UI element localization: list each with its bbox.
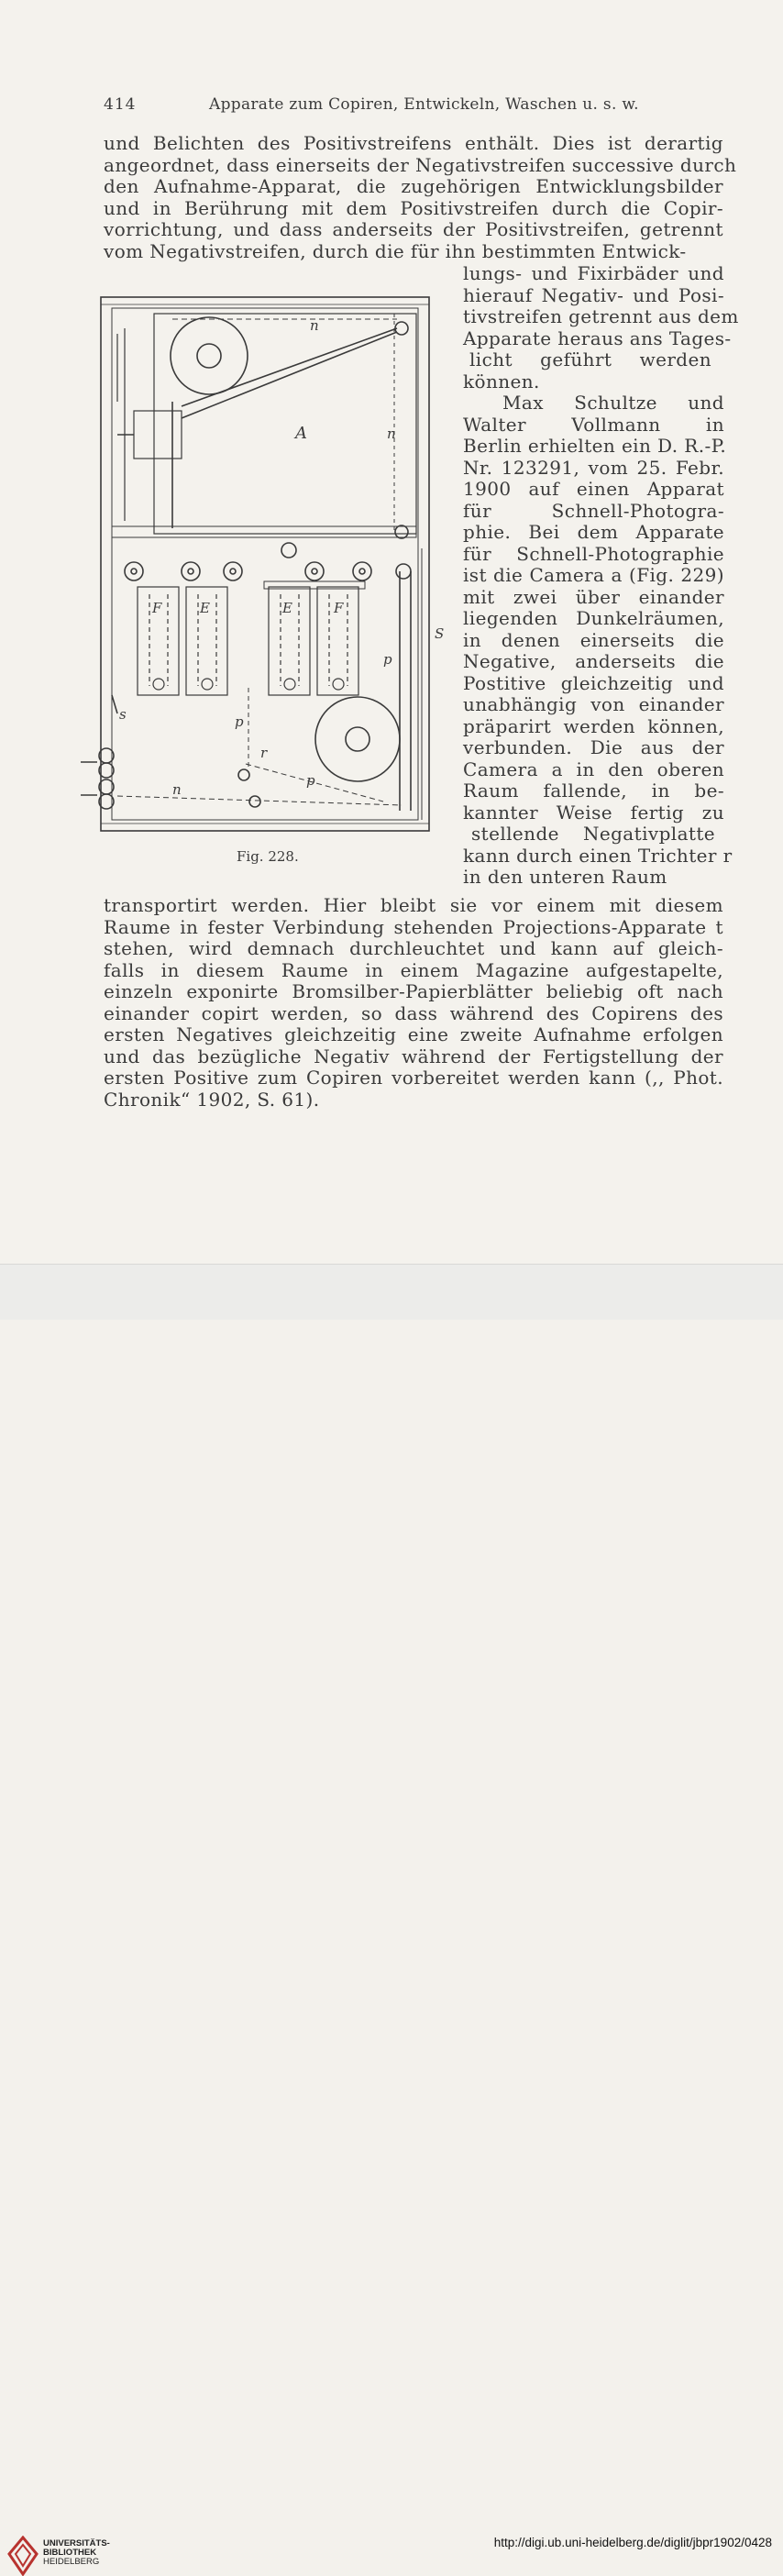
text-line: für Schnell-Photographie bbox=[463, 542, 724, 565]
text-line: Walter Vollmann in bbox=[463, 413, 724, 436]
text-line: können. bbox=[463, 370, 540, 392]
upper-chamber bbox=[154, 314, 416, 534]
page-number: 414 bbox=[104, 95, 137, 114]
label-n-right: n bbox=[387, 426, 396, 442]
library-logo-icon bbox=[7, 2536, 39, 2576]
chamber-separator bbox=[112, 526, 416, 537]
text-line: und das bezügliche Negativ während der Fertigstellung der bbox=[104, 1045, 723, 1067]
text-line: falls in diesem Raume in einem Magazine aufgestapelte, bbox=[104, 958, 723, 981]
library-name bbox=[43, 2539, 110, 2567]
text-line: stehen, wird demnach durchleuchtet und kann auf gleich- bbox=[104, 937, 723, 959]
text-line: und in Berührung mit dem Positivstreifen durch die Copir- bbox=[104, 196, 723, 219]
label-E-right: E bbox=[282, 600, 292, 616]
text-line: Nr. 123291, vom 25. Febr. bbox=[463, 456, 724, 479]
running-head: Apparate zum Copiren, Entwickeln, Waschen u. s. w. bbox=[209, 95, 639, 114]
supply-roll bbox=[171, 317, 248, 394]
text-line: angeordnet, dass einerseits der Negativstreifen successive durch bbox=[104, 153, 737, 176]
text-line: Apparate heraus ans Tages- bbox=[463, 326, 732, 349]
label-p-mid: p bbox=[235, 713, 244, 730]
text-line: einander copirt werden, so dass während des Copirens des bbox=[104, 1001, 723, 1024]
label-A: A bbox=[295, 424, 307, 443]
take-up-roll bbox=[315, 697, 400, 781]
text-line: Berlin erhielten ein D. R.-P. bbox=[463, 435, 727, 457]
text-line: Max Schultze und bbox=[502, 392, 724, 414]
bath-tanks bbox=[138, 587, 358, 695]
label-r: r bbox=[260, 745, 268, 761]
text-line: und Belichten des Positivstreifens enthält. Dies ist derartig bbox=[104, 132, 723, 154]
bath-rollers bbox=[125, 543, 411, 580]
text-line: verbunden. Die aus der bbox=[463, 736, 724, 758]
text-line: 1900 auf einen Apparat bbox=[463, 478, 724, 500]
text-line: in denen einerseits die bbox=[463, 628, 724, 651]
label-n-top: n bbox=[310, 317, 319, 334]
text-line: kann durch einen Trichter r bbox=[463, 844, 733, 867]
label-n-bottom: n bbox=[172, 781, 182, 798]
label-p-bottom: p bbox=[306, 772, 315, 789]
text-line: den Aufnahme-Apparat, die zugehörigen Entwicklungsbilder bbox=[104, 175, 723, 198]
text-line: Raum fallende, in be- bbox=[463, 779, 724, 802]
funnel bbox=[238, 769, 249, 780]
text-line: liegenden Dunkelräumen, bbox=[463, 607, 724, 629]
text-line: vorrichtung, und dass anderseits der Positivstreifen, getrennt bbox=[104, 218, 723, 241]
text-line: mit zwei über einander bbox=[463, 585, 724, 608]
text-line: präparirt werden können, bbox=[463, 714, 724, 737]
text-line: lungs- und Fixirbäder und bbox=[463, 262, 724, 284]
label-S: S bbox=[435, 625, 445, 642]
text-line: einzeln exponirte Bromsilber-Papierblätter beliebig oft nach bbox=[104, 980, 723, 1002]
text-line: Raume in fester Verbindung stehenden Projections-Apparate t bbox=[104, 915, 723, 938]
guide-roller bbox=[395, 322, 408, 335]
text-line: für Schnell-Photogra- bbox=[463, 499, 724, 522]
label-s: s bbox=[119, 706, 127, 723]
library-line-3: HEIDELBERG bbox=[43, 2557, 100, 2567]
text-line: ersten Positive zum Copiren vorbereitet werden kann (,, Phot. bbox=[104, 1067, 723, 1089]
source-url-link[interactable]: http://digi.ub.uni-heidelberg.de/diglit/jbpr1902/0428 bbox=[493, 2536, 772, 2549]
text-line: phie. Bei dem Apparate bbox=[463, 521, 724, 543]
text-line: in den unteren Raum bbox=[463, 866, 667, 888]
label-F-left: F bbox=[152, 600, 162, 616]
label-E-left: E bbox=[200, 600, 210, 616]
text-line: ist die Camera a (Fig. 229) bbox=[463, 564, 724, 586]
library-line-1: UNIVERSITÄTS- bbox=[43, 2538, 110, 2548]
label-p-right: p bbox=[383, 651, 392, 668]
text-line: vom Negativstreifen, durch die für ihn bestimmten Entwick- bbox=[104, 240, 687, 262]
text-line: hierauf Negativ- und Posi- bbox=[463, 283, 724, 306]
text-line: transportirt werden. Hier bleibt sie vor einem mit diesem bbox=[104, 894, 723, 916]
text-line: licht geführt werden bbox=[469, 348, 711, 370]
library-line-2: BIBLIOTHEK bbox=[43, 2548, 97, 2558]
text-line: ersten Negatives gleichzeitig eine zweite Aufnahme erfolgen bbox=[104, 1023, 723, 1045]
book-page bbox=[0, 0, 783, 1264]
text-line: Negative, anderseits die bbox=[463, 650, 724, 672]
text-line: Chronik“ 1902, S. 61). bbox=[104, 1088, 320, 1111]
apparatus-figure bbox=[81, 292, 447, 835]
label-F-right: F bbox=[334, 600, 344, 616]
side-rollers bbox=[81, 748, 114, 809]
figure-caption: Fig. 228. bbox=[237, 848, 299, 865]
library-footer bbox=[0, 1264, 783, 2567]
text-line: Postitive gleichzeitig und bbox=[463, 671, 724, 694]
text-line: kannter Weise fertig zu bbox=[463, 801, 724, 824]
text-line: Camera a in den oberen bbox=[463, 757, 724, 780]
text-line: stellende Negativplatte bbox=[471, 823, 715, 845]
lens-box bbox=[134, 411, 182, 459]
text-line: unabhängig von einander bbox=[463, 693, 724, 715]
supply-roll-core bbox=[197, 344, 221, 368]
text-line: tivstreifen getrennt aus dem bbox=[463, 305, 739, 327]
